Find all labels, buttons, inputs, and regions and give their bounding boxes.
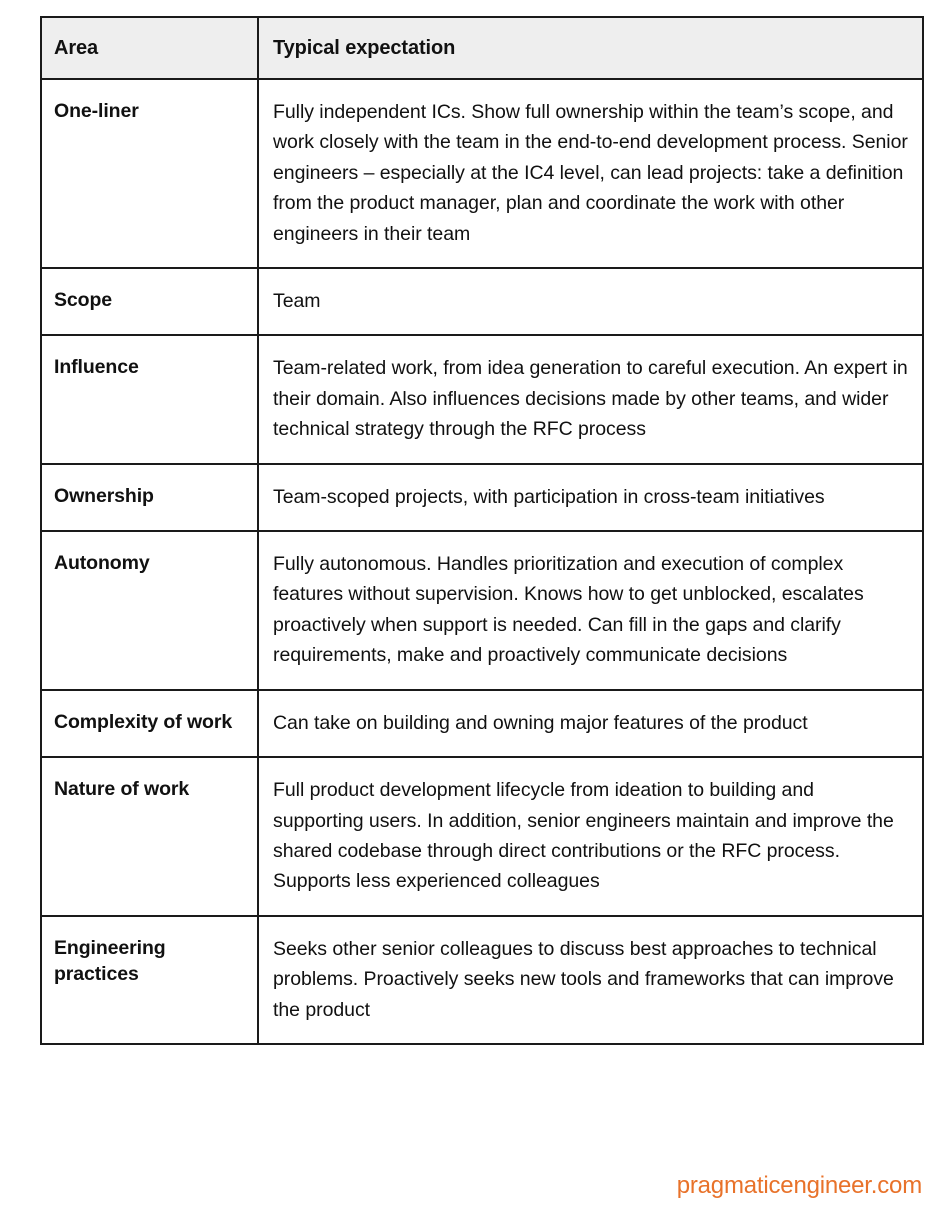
row-area-influence: Influence (41, 335, 258, 463)
table-row (41, 464, 923, 531)
expectations-table (40, 16, 924, 1045)
row-area-engineering-practices: Engineering practices (41, 916, 258, 1044)
row-value-nature-of-work: Full product development lifecycle from ideation to building and supporting users. In addition, senior engineers maintain and improve the shared codebase through direct contributions or the RFC process. Supports less experienced colleagues (258, 757, 923, 916)
row-value-engineering-practices: Seeks other senior colleagues to discuss best approaches to technical problems. Proactively seeks new tools and frameworks that can improve the product (258, 916, 923, 1044)
table-header-row (41, 17, 923, 79)
table-row (41, 268, 923, 335)
row-value-scope: Team (258, 268, 923, 335)
table-body (41, 79, 923, 1044)
row-value-complexity-of-work: Can take on building and owning major features of the product (258, 690, 923, 757)
row-area-one-liner: One-liner (41, 79, 258, 268)
row-area-nature-of-work: Nature of work (41, 757, 258, 916)
footer-brand-watermark: pragmaticengineer.com (676, 1172, 922, 1199)
table-row (41, 79, 923, 268)
column-header-area: Area (41, 17, 258, 79)
table-row (41, 757, 923, 916)
table-row (41, 690, 923, 757)
table-row (41, 916, 923, 1044)
row-value-ownership: Team-scoped projects, with participation in cross-team initiatives (258, 464, 923, 531)
table-row (41, 531, 923, 690)
row-value-autonomy: Fully autonomous. Handles prioritization and execution of complex features without supervision. Knows how to get unblocked, escalates proactively when support is needed. Can fill in the gaps and clarify requirements, make and proactively communicate decisions (258, 531, 923, 690)
row-value-one-liner: Fully independent ICs. Show full ownership within the team’s scope, and work closely with the team in the end-to-end development process. Senior engineers – especially at the IC4 level, can lead projects: take a definition from the product manager, plan and coordinate the work with other engineers in their team (258, 79, 923, 268)
row-area-autonomy: Autonomy (41, 531, 258, 690)
table-row (41, 335, 923, 463)
column-header-typical-expectation: Typical expectation (258, 17, 923, 79)
row-area-scope: Scope (41, 268, 258, 335)
row-area-ownership: Ownership (41, 464, 258, 531)
table-header (41, 17, 923, 79)
row-area-complexity-of-work: Complexity of work (41, 690, 258, 757)
row-value-influence: Team-related work, from idea generation to careful execution. An expert in their domain. Also influences decisions made by other teams, and wider technical strategy through the RFC process (258, 335, 923, 463)
